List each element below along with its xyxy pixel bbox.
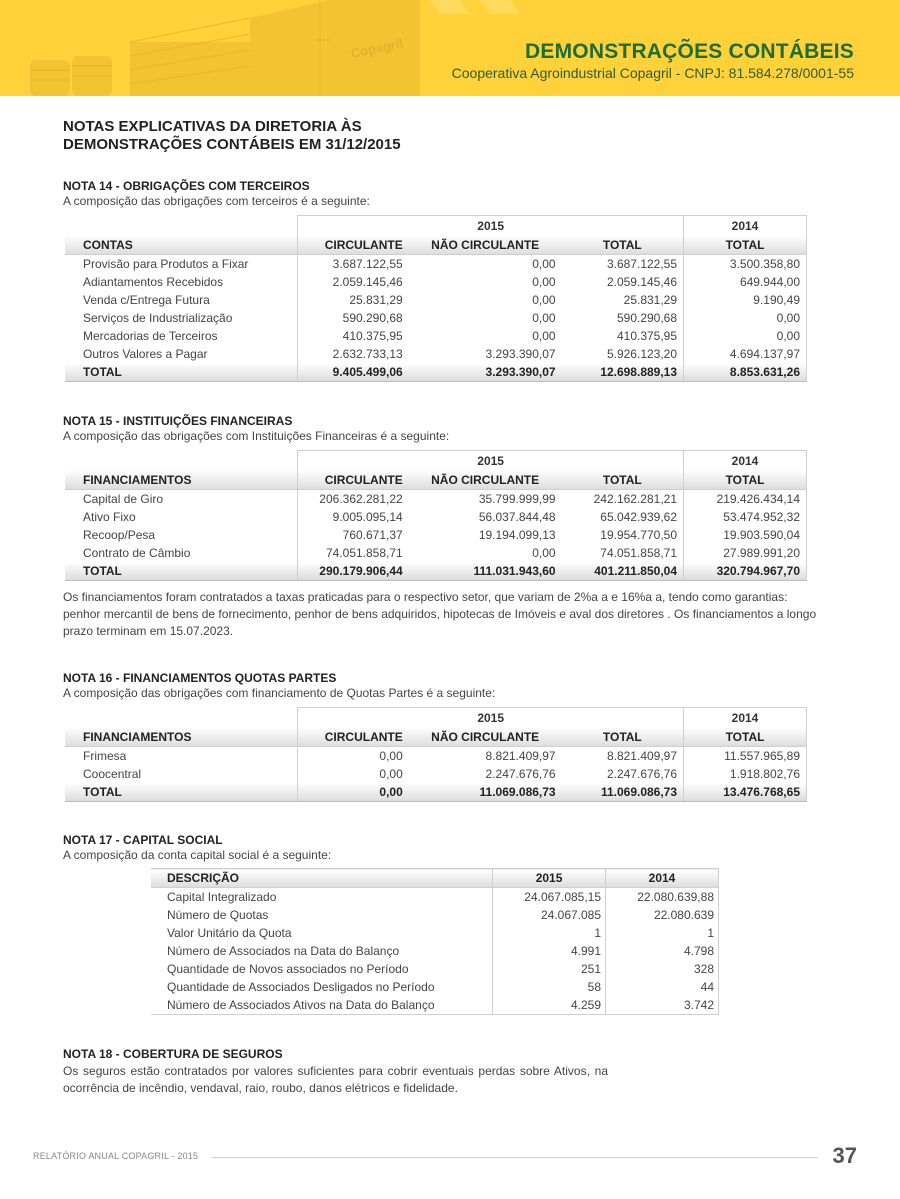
cell-value: 251: [493, 960, 606, 978]
cell-value: 4.991: [493, 942, 606, 960]
note-17-intro: A composição da conta capital social é a seguinte:: [63, 848, 332, 862]
cell-value: 11.557.965,89: [684, 747, 807, 766]
total-label: TOTAL: [65, 783, 298, 802]
cell-value: 0,00: [532, 257, 556, 271]
row-label: Capital de Giro: [83, 492, 164, 506]
cell-value: 0,00: [684, 309, 807, 327]
cell-value: 590.290,68: [298, 309, 409, 327]
column-header: 2014: [606, 869, 719, 888]
total-row: [65, 783, 807, 802]
table-row: [65, 526, 807, 544]
page-number: 37: [832, 1143, 857, 1168]
note-18-title: NOTA 18 - COBERTURA DE SEGUROS: [63, 1047, 283, 1061]
page-header: [0, 0, 900, 96]
cell-value: 56.037.844,48: [478, 510, 556, 524]
row-label: Recoop/Pesa: [83, 528, 156, 542]
column-header: NÃO CIRCULANTE: [409, 470, 562, 490]
note-16-table: [65, 707, 807, 802]
cell-value: 35.799.999,99: [478, 492, 556, 506]
cell-value: 328: [606, 960, 719, 978]
note-15-intro: A composição das obrigações com Instituições Financeiras é a seguinte:: [63, 429, 450, 443]
page-title: [63, 118, 843, 154]
column-header: CONTAS: [65, 235, 298, 255]
total-value: 13.476.768,65: [684, 783, 807, 802]
paragraph-line: Os financiamentos foram contratados a taxas praticadas para o respectivo setor, que variam de 2%a a e 16%a a, tendo como garantias:: [63, 590, 788, 604]
column-header: FINANCIAMENTOS: [65, 727, 298, 747]
table-row: [151, 942, 719, 960]
cell-value: 649.944,00: [684, 273, 807, 291]
cell-value: 5.926.123,20: [562, 345, 684, 363]
column-header: TOTAL: [562, 235, 684, 255]
column-header: TOTAL: [562, 727, 684, 747]
cell-value: 2.059.145,46: [298, 273, 409, 291]
year-2014-header: 2014: [684, 451, 807, 471]
total-value: 320.794.967,70: [684, 562, 807, 581]
cell-value: 3.687.122,55: [562, 255, 684, 274]
cell-value: 22.080.639: [606, 906, 719, 924]
paragraph-line: penhor mercantil de bens de fornecimento, penhor de bens adquiridos, hipotecas de Imóveis e aval dos diretores . Os financiamentos a longo: [63, 607, 817, 621]
column-header: DESCRIÇÃO: [151, 869, 493, 888]
table-row: [65, 255, 807, 274]
column-header: FINANCIAMENTOS: [65, 470, 298, 490]
cell-value: 410.375,95: [298, 327, 409, 345]
column-header: NÃO CIRCULANTE: [409, 727, 562, 747]
column-header: NÃO CIRCULANTE: [409, 235, 562, 255]
cell-value: 19.194.099,13: [478, 528, 556, 542]
column-header: TOTAL: [684, 727, 807, 747]
column-header: TOTAL: [684, 235, 807, 255]
cell-value: 53.474.952,32: [684, 508, 807, 526]
column-header: 2015: [493, 869, 606, 888]
column-header: TOTAL: [684, 470, 807, 490]
note-15-paragraph: [63, 589, 843, 640]
column-header: CIRCULANTE: [298, 470, 409, 490]
header-title: DEMONSTRAÇÕES CONTÁBEIS: [525, 40, 854, 63]
total-value: 3.293.390,07: [409, 363, 562, 382]
row-label: Quantidade de Associados Desligados no Período: [167, 980, 435, 994]
cell-value: 1.918.802,76: [684, 765, 807, 783]
note-15-table: [65, 450, 807, 581]
row-label: Provisão para Produtos a Fixar: [83, 257, 249, 271]
total-value: 290.179.906,44: [298, 562, 409, 581]
cell-value: 410.375,95: [562, 327, 684, 345]
column-header-row: [151, 869, 719, 888]
cell-value: 27.989.991,20: [684, 544, 807, 562]
year-2014-header: 2014: [684, 708, 807, 728]
table-row: [65, 490, 807, 509]
table-row: [151, 978, 719, 996]
cell-value: 8.821.409,97: [562, 747, 684, 766]
cell-value: 0,00: [298, 765, 409, 783]
cell-value: 65.042.939,62: [562, 508, 684, 526]
row-label: Número de Associados Ativos na Data do Balanço: [151, 996, 493, 1015]
footer-divider: [212, 1157, 818, 1158]
cell-value: 0,00: [532, 329, 556, 343]
total-value: 11.069.086,73: [409, 783, 562, 802]
note-16-section: [63, 671, 843, 802]
total-row: [65, 562, 807, 581]
cell-value: 206.362.281,22: [298, 490, 409, 509]
table-row: [65, 747, 807, 766]
row-label: Outros Valores a Pagar: [83, 347, 208, 361]
cell-value: 25.831,29: [562, 291, 684, 309]
table-row: [151, 906, 719, 924]
cell-value: 0,00: [532, 546, 556, 560]
column-header: TOTAL: [562, 470, 684, 490]
row-label: Ativo Fixo: [83, 510, 136, 524]
table-row: [151, 924, 719, 942]
cell-value: 22.080.639,88: [606, 888, 719, 907]
cell-value: 25.831,29: [298, 291, 409, 309]
column-header: CIRCULANTE: [298, 727, 409, 747]
cell-value: 1: [493, 924, 606, 942]
note-16-intro: A composição das obrigações com financiamento de Quotas Partes é a seguinte:: [63, 686, 496, 700]
year-2015-header: 2015: [298, 216, 684, 236]
total-value: 12.698.889,13: [562, 363, 684, 382]
row-label: Coocentral: [83, 767, 142, 781]
cell-value: 0,00: [684, 327, 807, 345]
cell-value: 2.632.733,13: [298, 345, 409, 363]
paragraph-line: prazo terminam em 15.07.2023.: [63, 624, 234, 638]
table-row: [65, 544, 807, 562]
cell-value: 242.162.281,21: [562, 490, 684, 509]
cell-value: 2.247.676,76: [485, 767, 556, 781]
total-row: [65, 363, 807, 382]
cell-value: 8.821.409,97: [485, 749, 556, 763]
cell-value: 3.742: [606, 996, 719, 1015]
table-row: [65, 327, 807, 345]
building-logo-text: Copagril: [349, 35, 405, 61]
header-subtitle: Cooperativa Agroindustrial Copagril - CNPJ: 81.584.278/0001-55: [451, 65, 854, 81]
column-header-row: [65, 727, 807, 747]
year-header-row: [65, 708, 807, 728]
cell-value: 0,00: [532, 293, 556, 307]
cell-value: 0,00: [298, 747, 409, 766]
column-header-row: [65, 470, 807, 490]
table-row: [151, 996, 719, 1015]
cell-value: 219.426.434,14: [684, 490, 807, 509]
cell-value: 0,00: [532, 275, 556, 289]
row-label: Serviços de Industrialização: [83, 311, 233, 325]
year-header-row: [65, 451, 807, 471]
total-label: TOTAL: [65, 363, 298, 382]
cell-value: 2.059.145,46: [562, 273, 684, 291]
cell-value: 74.051.858,71: [298, 544, 409, 562]
page-title-line-1: NOTAS EXPLICATIVAS DA DIRETORIA ÀS: [63, 118, 362, 135]
cell-value: 9.190,49: [684, 291, 807, 309]
cell-value: 44: [606, 978, 719, 996]
header-building-illustration: [0, 0, 520, 96]
note-14-title: NOTA 14 - OBRIGAÇÕES COM TERCEIROS: [63, 179, 310, 193]
note-14-intro: A composição das obrigações com terceiros é a seguinte:: [63, 194, 370, 208]
note-15-section: [63, 414, 843, 640]
table-row: [65, 291, 807, 309]
row-label: Mercadorias de Terceiros: [83, 329, 218, 343]
cell-value: 24.067.085: [493, 906, 606, 924]
cell-value: 24.067.085,15: [493, 888, 606, 907]
cell-value: 0,00: [532, 311, 556, 325]
row-label: Valor Unitário da Quota: [167, 926, 292, 940]
cell-value: 4.798: [606, 942, 719, 960]
year-2015-header: 2015: [298, 451, 684, 471]
total-value: 8.853.631,26: [684, 363, 807, 382]
row-label: Contrato de Câmbio: [83, 546, 191, 560]
note-18-paragraph: [63, 1063, 608, 1097]
note-16-title: NOTA 16 - FINANCIAMENTOS QUOTAS PARTES: [63, 671, 337, 685]
total-label: TOTAL: [65, 562, 298, 581]
year-2014-header: 2014: [684, 216, 807, 236]
total-value: 0,00: [298, 783, 409, 802]
note-15-title: NOTA 15 - INSTITUIÇÕES FINANCEIRAS: [63, 414, 293, 428]
row-label: Capital Integralizado: [167, 890, 277, 904]
cell-value: 1: [606, 924, 719, 942]
table-row: [65, 765, 807, 783]
note-14-section: [63, 179, 843, 382]
note-14-table: [65, 215, 807, 382]
cell-value: 760.671,37: [298, 526, 409, 544]
column-header-row: [65, 235, 807, 255]
table-row: [151, 960, 719, 978]
paragraph-line: ocorrência de incêndio, vendaval, raio, roubo, danos elétricos e fidelidade.: [63, 1081, 458, 1095]
cell-value: 3.293.390,07: [485, 347, 556, 361]
year-header-row: [65, 216, 807, 236]
row-label: Adiantamentos Recebidos: [83, 275, 224, 289]
total-value: 401.211.850,04: [562, 562, 684, 581]
total-value: 9.405.499,06: [298, 363, 409, 382]
table-row: [65, 273, 807, 291]
row-label: Quantidade de Novos associados no Período: [167, 962, 409, 976]
row-label: Venda c/Entrega Futura: [83, 293, 210, 307]
table-row: [65, 345, 807, 363]
cell-value: 3.687.122,55: [298, 255, 409, 274]
row-label: Número de Quotas: [167, 908, 269, 922]
paragraph-line: Os seguros estão contratados por valores suficientes para cobrir eventuais perdas sobre Ativos, na: [63, 1064, 608, 1078]
note-17-table: [151, 868, 719, 1015]
cell-value: 58: [493, 978, 606, 996]
total-value: 111.031.943,60: [409, 562, 562, 581]
total-value: 11.069.086,73: [562, 783, 684, 802]
table-row: [151, 888, 719, 907]
row-label: Frimesa: [83, 749, 127, 763]
year-2015-header: 2015: [298, 708, 684, 728]
cell-value: 3.500.358,80: [684, 255, 807, 274]
cell-value: 19.903.590,04: [684, 526, 807, 544]
row-label: Número de Associados na Data do Balanço: [167, 944, 400, 958]
page-title-line-2: DEMONSTRAÇÕES CONTÁBEIS EM 31/12/2015: [63, 136, 401, 153]
table-row: [65, 309, 807, 327]
note-17-section: [63, 833, 843, 1015]
note-17-title: NOTA 17 - CAPITAL SOCIAL: [63, 833, 223, 847]
cell-value: 74.051.858,71: [562, 544, 684, 562]
page-content: [63, 118, 843, 1097]
cell-value: 9.005.095,14: [298, 508, 409, 526]
note-18-section: [63, 1047, 608, 1097]
footer-report-title: RELATÓRIO ANUAL COPAGRIL - 2015: [33, 1151, 199, 1161]
cell-value: 2.247.676,76: [562, 765, 684, 783]
table-row: [65, 508, 807, 526]
cell-value: 4.259: [493, 996, 606, 1015]
cell-value: 590.290,68: [562, 309, 684, 327]
cell-value: 4.694.137,97: [684, 345, 807, 363]
cell-value: 19.954.770,50: [562, 526, 684, 544]
column-header: CIRCULANTE: [298, 235, 409, 255]
